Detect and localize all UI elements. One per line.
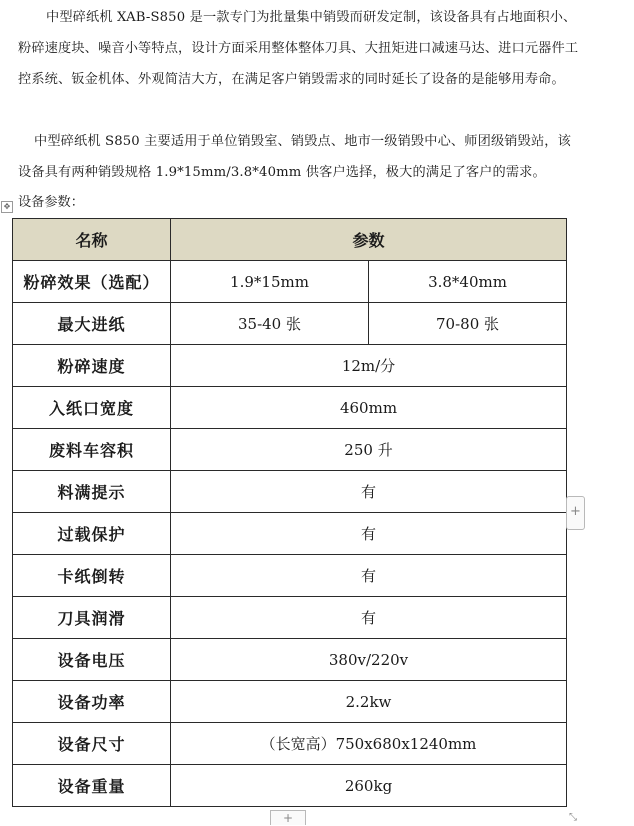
table-row xyxy=(13,345,567,387)
table-row xyxy=(13,723,567,765)
row-name-cell: 最大进纸 xyxy=(13,303,171,345)
intro-paragraph-2: 中型碎纸机 S850 主要适用于单位销毁室、销毁点、地市一级销毁中心、师团级销毁站，该设备具有两种销毁规格 1.9*15mm/3.8*40mm 供客户选择，极大的满足了客户的需求。 xyxy=(18,134,571,180)
row-value-cell: 12m/分 xyxy=(171,345,567,387)
table-row xyxy=(13,639,567,681)
table-row xyxy=(13,387,567,429)
row-name-cell: 设备功率 xyxy=(13,681,171,723)
row-value-cell: 有 xyxy=(171,471,567,513)
add-row-button[interactable]: + xyxy=(566,496,585,530)
intro-paragraph-1: 中型碎纸机 XAB-S850 是一款专门为批量集中销毁而研发定制，该设备具有占地面积小、粉碎速度块、噪音小等特点，设计方面采用整体整体刀具、大扭矩进口减速马达、进口元器件工控系统、钣金机体、外观简洁大方，在满足客户销毁需求的同时延长了设备的是能够用寿命。 xyxy=(18,10,579,87)
row-name-cell: 入纸口宽度 xyxy=(13,387,171,429)
row-name-cell: 粉碎效果（选配） xyxy=(13,261,171,303)
row-value-cell: 35-40 张 xyxy=(171,303,369,345)
row-name-cell: 废料车容积 xyxy=(13,429,171,471)
table-row xyxy=(13,513,567,555)
row-value-cell: 250 升 xyxy=(171,429,567,471)
row-value-cell: 有 xyxy=(171,555,567,597)
table-row xyxy=(13,681,567,723)
row-value-cell: 有 xyxy=(171,513,567,555)
row-value-cell: 有 xyxy=(171,597,567,639)
table-row xyxy=(13,303,567,345)
table-row xyxy=(13,471,567,513)
table-row xyxy=(13,261,567,303)
row-value-cell: 260kg xyxy=(171,765,567,807)
row-value-cell: （长宽高）750x680x1240mm xyxy=(171,723,567,765)
row-name-cell: 粉碎速度 xyxy=(13,345,171,387)
add-column-button[interactable]: + xyxy=(270,810,306,825)
row-value-cell: 380v/220v xyxy=(171,639,567,681)
table-row xyxy=(13,555,567,597)
spec-table xyxy=(12,218,567,807)
table-row xyxy=(13,597,567,639)
row-value-cell: 2.2kw xyxy=(171,681,567,723)
row-name-cell: 设备电压 xyxy=(13,639,171,681)
table-move-handle-icon[interactable]: ✥ xyxy=(1,201,13,213)
row-value-cell: 1.9*15mm xyxy=(171,261,369,303)
row-name-cell: 设备重量 xyxy=(13,765,171,807)
row-name-cell: 料满提示 xyxy=(13,471,171,513)
row-value-cell: 460mm xyxy=(171,387,567,429)
params-label: 设备参数： xyxy=(18,195,84,210)
row-value-cell: 70-80 张 xyxy=(369,303,567,345)
table-resize-handle-icon[interactable]: ⤡ xyxy=(569,812,577,823)
table-row xyxy=(13,765,567,807)
table-row xyxy=(13,429,567,471)
row-name-cell: 设备尺寸 xyxy=(13,723,171,765)
row-value-cell: 3.8*40mm xyxy=(369,261,567,303)
table-header-row xyxy=(13,219,567,261)
header-name-cell: 名称 xyxy=(13,219,171,261)
row-name-cell: 刀具润滑 xyxy=(13,597,171,639)
row-name-cell: 卡纸倒转 xyxy=(13,555,171,597)
header-value-cell: 参数 xyxy=(171,219,567,261)
row-name-cell: 过载保护 xyxy=(13,513,171,555)
